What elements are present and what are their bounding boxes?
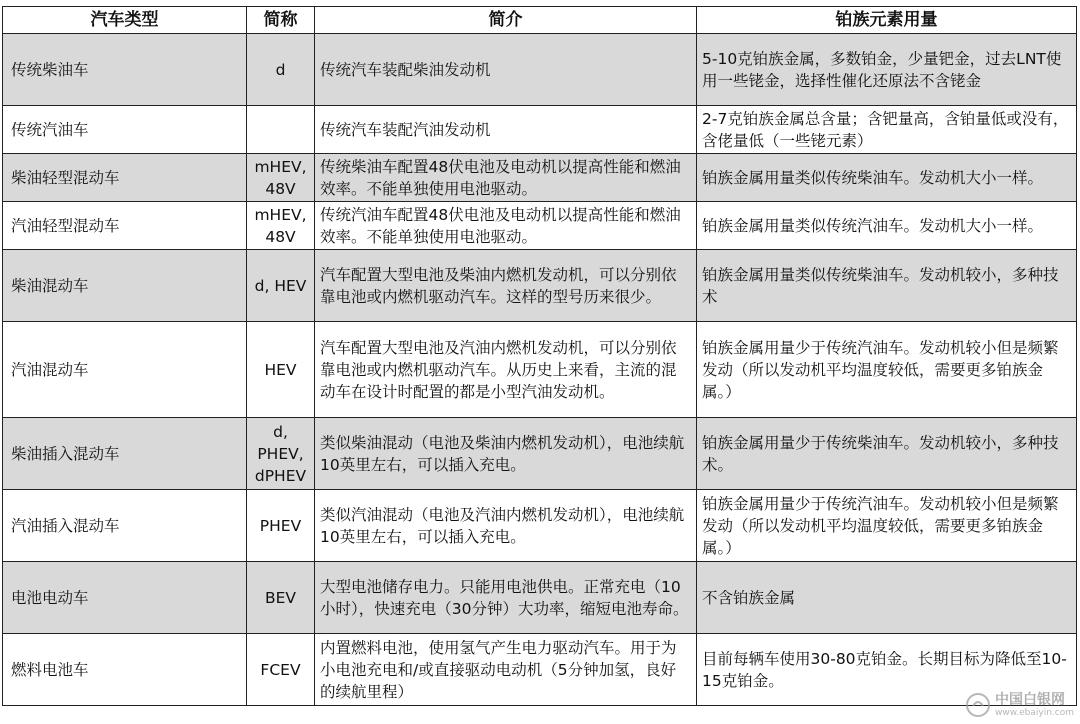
cell-abbreviation xyxy=(247,106,315,154)
cell-pgm-usage: 不含铂族金属 xyxy=(697,562,1077,634)
header-vehicle-type: 汽车类型 xyxy=(3,7,247,34)
cell-abbreviation: FCEV xyxy=(247,634,315,706)
cell-introduction: 传统汽车装配柴油发动机 xyxy=(315,34,697,106)
table-row xyxy=(3,418,1077,490)
cell-vehicle-type: 汽油轻型混动车 xyxy=(3,202,247,250)
cell-vehicle-type: 柴油插入混动车 xyxy=(3,418,247,490)
cell-vehicle-type: 燃料电池车 xyxy=(3,634,247,706)
table-row xyxy=(3,490,1077,562)
pgm-vehicle-table xyxy=(2,6,1077,706)
cell-introduction: 类似汽油混动（电池及汽油内燃机发动机），电池续航10英里左右，可以插入充电。 xyxy=(315,490,697,562)
table-row xyxy=(3,322,1077,418)
cell-vehicle-type: 柴油混动车 xyxy=(3,250,247,322)
site-logo-icon xyxy=(965,692,991,718)
cell-pgm-usage: 铂族金属用量少于传统汽油车。发动机较小但是频繁发动（所以发动机平均温度较低，需要更多铂族金属。） xyxy=(697,490,1077,562)
header-introduction: 简介 xyxy=(315,7,697,34)
table-row xyxy=(3,250,1077,322)
table-row xyxy=(3,154,1077,202)
header-pgm-usage: 铂族元素用量 xyxy=(697,7,1077,34)
watermark-url: www.ebaiyin.com xyxy=(995,707,1074,718)
cell-abbreviation: HEV xyxy=(247,322,315,418)
cell-introduction: 传统汽车装配汽油发动机 xyxy=(315,106,697,154)
table-row xyxy=(3,202,1077,250)
cell-abbreviation: mHEV, 48V xyxy=(247,202,315,250)
cell-pgm-usage: 2-7克铂族金属总含量；含钯量高，含铂量低或没有，含佬量低（一些铑元素） xyxy=(697,106,1077,154)
cell-introduction: 传统汽油车配置48伏电池及电动机以提高性能和燃油效率。不能单独使用电池驱动。 xyxy=(315,202,697,250)
cell-abbreviation: PHEV xyxy=(247,490,315,562)
cell-vehicle-type: 传统汽油车 xyxy=(3,106,247,154)
cell-introduction: 大型电池储存电力。只能用电池供电。正常充电（10小时），快速充电（30分钟）大功率，缩短电池寿命。 xyxy=(315,562,697,634)
table-row xyxy=(3,34,1077,106)
cell-vehicle-type: 柴油轻型混动车 xyxy=(3,154,247,202)
watermark xyxy=(965,692,1074,718)
cell-abbreviation: BEV xyxy=(247,562,315,634)
header-abbreviation: 简称 xyxy=(247,7,315,34)
cell-pgm-usage: 铂族金属用量少于传统柴油车。发动机较小，多种技术。 xyxy=(697,418,1077,490)
cell-abbreviation: d xyxy=(247,34,315,106)
cell-vehicle-type: 汽油插入混动车 xyxy=(3,490,247,562)
cell-pgm-usage: 铂族金属用量少于传统汽油车。发动机较小但是频繁发动（所以发动机平均温度较低，需要更多铂族金属。） xyxy=(697,322,1077,418)
table-row xyxy=(3,106,1077,154)
cell-pgm-usage: 铂族金属用量类似传统柴油车。发动机大小一样。 xyxy=(697,154,1077,202)
cell-pgm-usage: 铂族金属用量类似传统柴油车。发动机较小，多种技术 xyxy=(697,250,1077,322)
watermark-title: 中国白银网 xyxy=(995,691,1065,708)
table-row xyxy=(3,562,1077,634)
cell-abbreviation: d, HEV xyxy=(247,250,315,322)
cell-pgm-usage: 铂族金属用量类似传统汽油车。发动机大小一样。 xyxy=(697,202,1077,250)
cell-pgm-usage: 目前每辆车使用30-80克铂金。长期目标为降低至10-15克铂金。 xyxy=(697,634,1077,706)
cell-introduction: 传统柴油车配置48伏电池及电动机以提高性能和燃油效率。不能单独使用电池驱动。 xyxy=(315,154,697,202)
cell-pgm-usage: 5-10克铂族金属，多数铂金，少量钯金，过去LNT使用一些铑金，选择性催化还原法不含铑金 xyxy=(697,34,1077,106)
table-row xyxy=(3,634,1077,706)
cell-introduction: 汽车配置大型电池及柴油内燃机发动机，可以分别依靠电池或内燃机驱动汽车。这样的型号历来很少。 xyxy=(315,250,697,322)
cell-abbreviation: mHEV, 48V xyxy=(247,154,315,202)
cell-introduction: 汽车配置大型电池及汽油内燃机发动机，可以分别依靠电池或内燃机驱动汽车。从历史上来看，主流的混动车在设计时配置的都是小型汽油发动机。 xyxy=(315,322,697,418)
cell-abbreviation: d, PHEV, dPHEV xyxy=(247,418,315,490)
cell-vehicle-type: 汽油混动车 xyxy=(3,322,247,418)
cell-introduction: 类似柴油混动（电池及柴油内燃机发动机），电池续航10英里左右，可以插入充电。 xyxy=(315,418,697,490)
header-row xyxy=(3,7,1077,34)
cell-vehicle-type: 传统柴油车 xyxy=(3,34,247,106)
cell-introduction: 内置燃料电池，使用氢气产生电力驱动汽车。用于为小电池充电和/或直接驱动电动机（5分钟加氢，良好的续航里程） xyxy=(315,634,697,706)
cell-vehicle-type: 电池电动车 xyxy=(3,562,247,634)
